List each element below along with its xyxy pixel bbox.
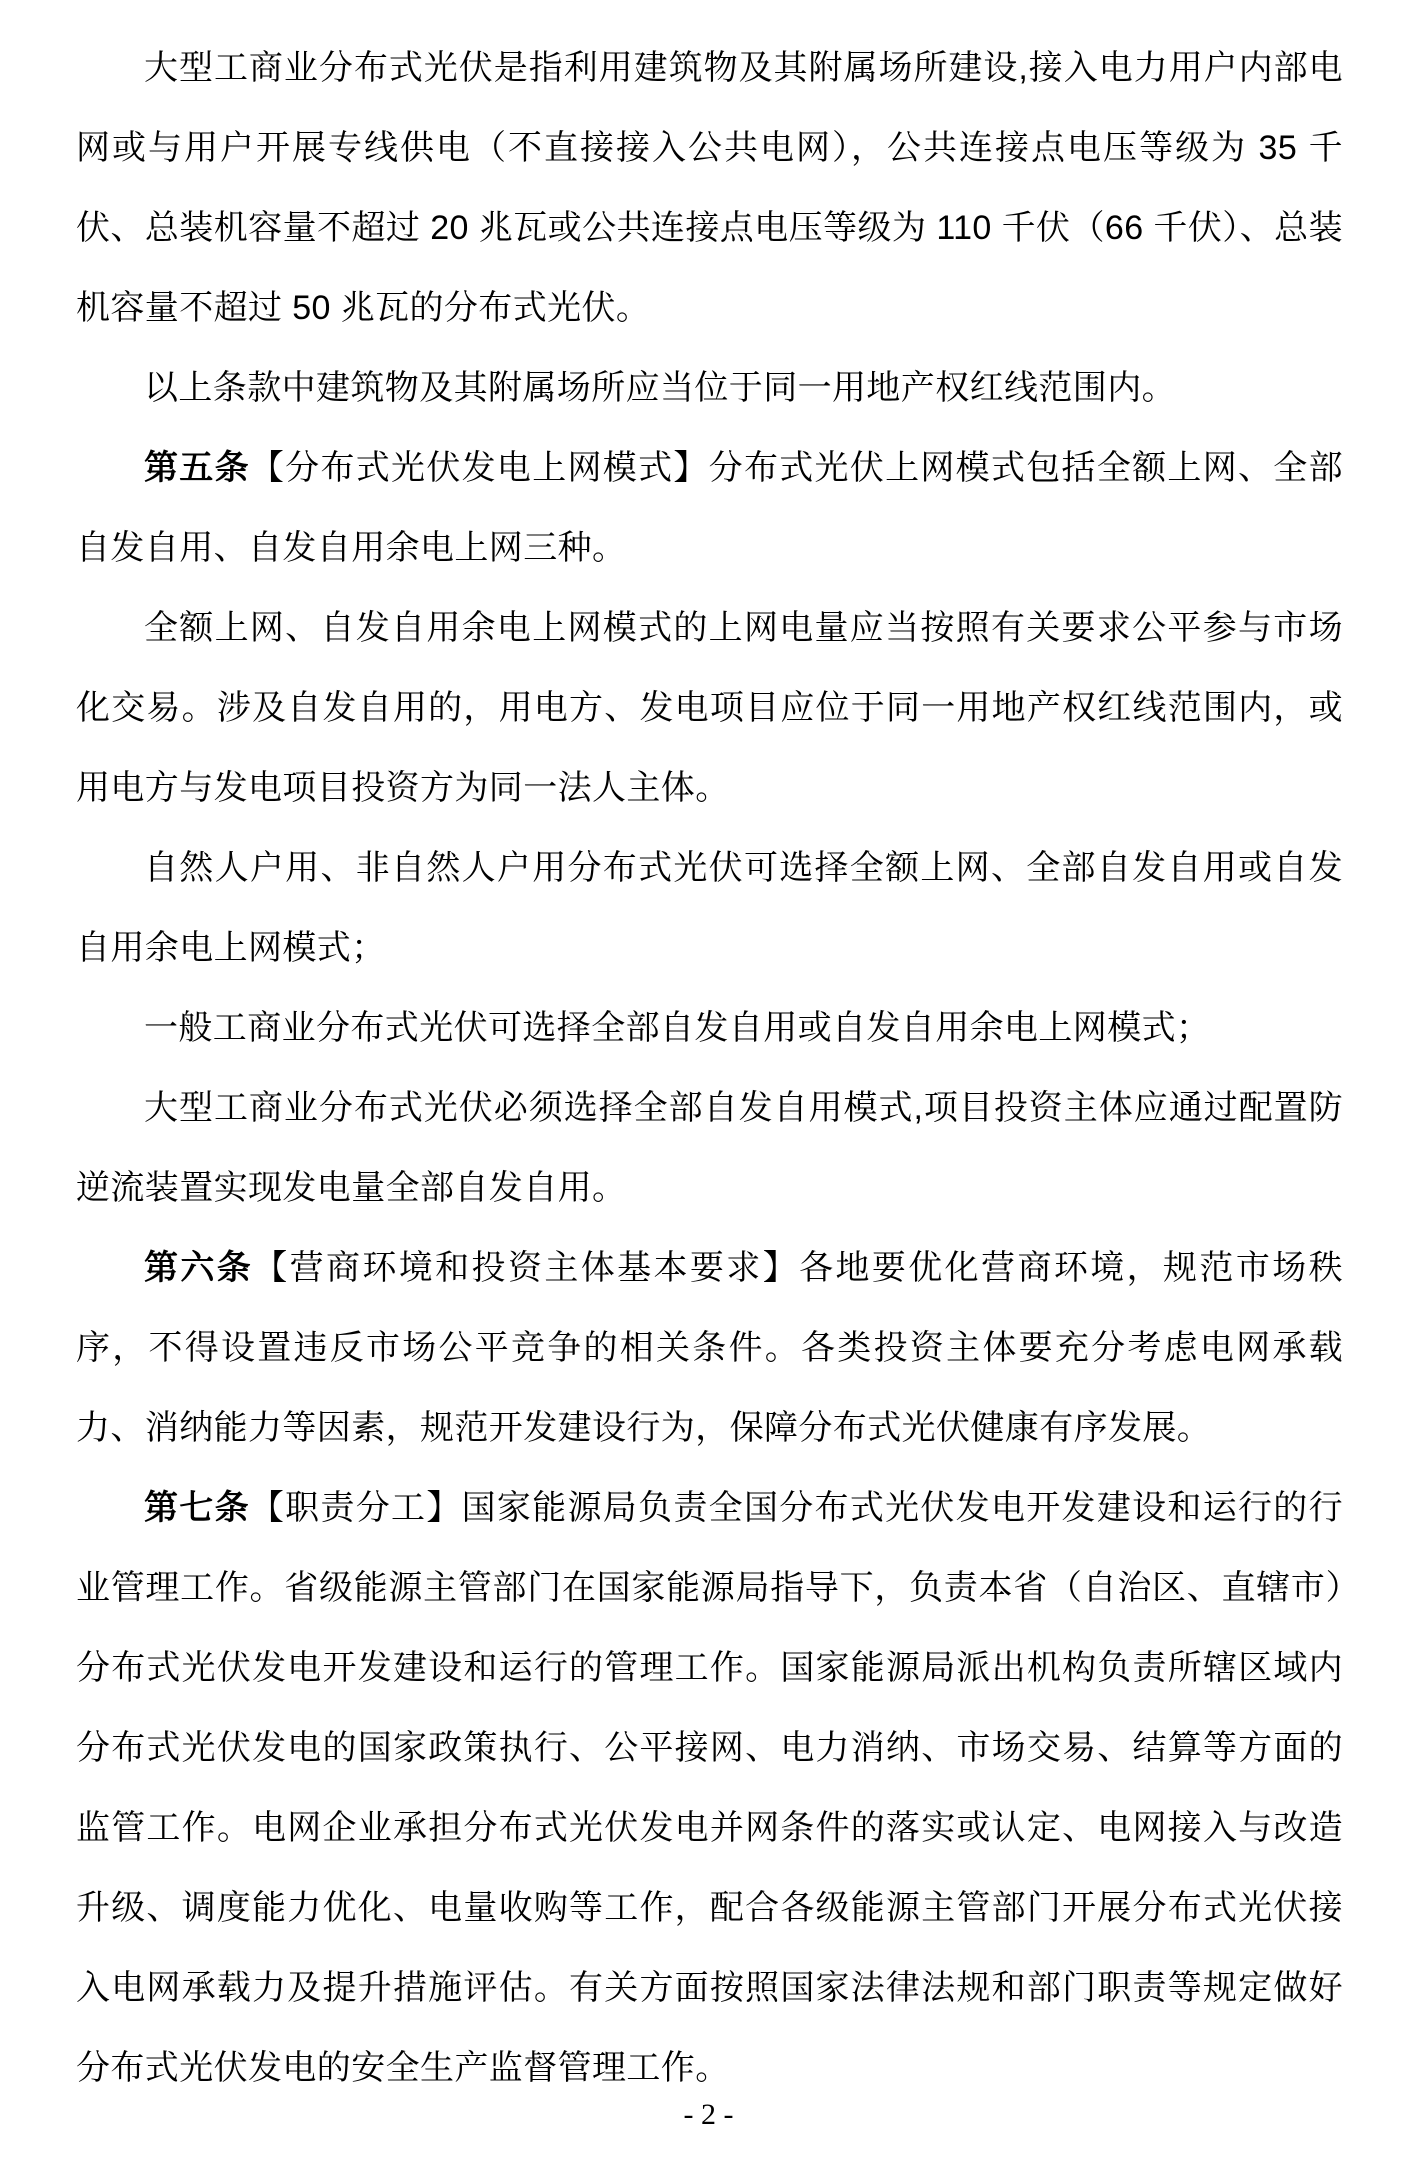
paragraph xyxy=(76,828,1343,988)
paragraph-text: 以上条款中建筑物及其附属场所应当位于同一用地产权红线范围内。 xyxy=(144,369,1176,407)
paragraph xyxy=(76,588,1343,828)
paragraph xyxy=(76,28,1343,348)
paragraph-text: 大型工商业分布式光伏必须选择全部自发自用模式,项目投资主体应通过配置防逆流装置实现发电量全部自发自用。 xyxy=(76,1089,1343,1207)
paragraph-text: 【营商环境和投资主体基本要求】各地要优化营商环境，规范市场秩序，不得设置违反市场公平竞争的相关条件。各类投资主体要充分考虑电网承载力、消纳能力等因素，规范开发建设行为，保障分布式光伏健康有序发展。 xyxy=(76,1249,1344,1447)
paragraph xyxy=(76,1228,1343,1468)
page-number: - 2 - xyxy=(683,2098,734,2131)
paragraph-text: 【分布式光伏发电上网模式】分布式光伏上网模式包括全额上网、全部自发自用、自发自用余电上网三种。 xyxy=(76,449,1343,567)
article-number: 第五条 xyxy=(144,449,250,487)
paragraph xyxy=(76,1468,1343,2108)
paragraph-text: 【职责分工】国家能源局负责全国分布式光伏发电开发建设和运行的行业管理工作。省级能源主管部门在国家能源局指导下，负责本省（自治区、直辖市）分布式光伏发电开发建设和运行的管理工作。国家能源局派出机构负责所辖区域内分布式光伏发电的国家政策执行、公平接网、电力消纳、市场交易、结算等方面的监管工作。电网企业承担分布式光伏发电并网条件的落实或认定、电网接入与改造升级、调度能力优化、电量收购等工作，配合各级能源主管部门开展分布式光伏接入电网承载力及提升措施评估。有关方面按照国家法律法规和部门职责等规定做好分布式光伏发电的安全生产监督管理工作。 xyxy=(76,1489,1343,2087)
article-number: 第七条 xyxy=(144,1489,250,1527)
paragraph-text: 全额上网、自发自用余电上网模式的上网电量应当按照有关要求公平参与市场化交易。涉及自发自用的，用电方、发电项目应位于同一用地产权红线范围内，或用电方与发电项目投资方为同一法人主体。 xyxy=(76,609,1343,807)
paragraph xyxy=(76,988,1343,1068)
paragraph xyxy=(76,1068,1343,1228)
paragraph xyxy=(76,348,1343,428)
article-number: 第六条 xyxy=(144,1249,254,1287)
paragraph xyxy=(76,428,1343,588)
paragraph-text: 大型工商业分布式光伏是指利用建筑物及其附属场所建设,接入电力用户内部电网或与用户开展专线供电（不直接接入公共电网），公共连接点电压等级为 35 千伏、总装机容量不超过 20 兆瓦或公共连接点电压等级为 110 千伏（66 千伏）、总装机容量不超过 50 兆瓦的分布式光伏。 xyxy=(76,49,1343,327)
paragraph-text: 一般工商业分布式光伏可选择全部自发自用或自发自用余电上网模式； xyxy=(144,1009,1211,1047)
paragraph-text: 自然人户用、非自然人户用分布式光伏可选择全额上网、全部自发自用或自发自用余电上网模式； xyxy=(76,849,1343,967)
